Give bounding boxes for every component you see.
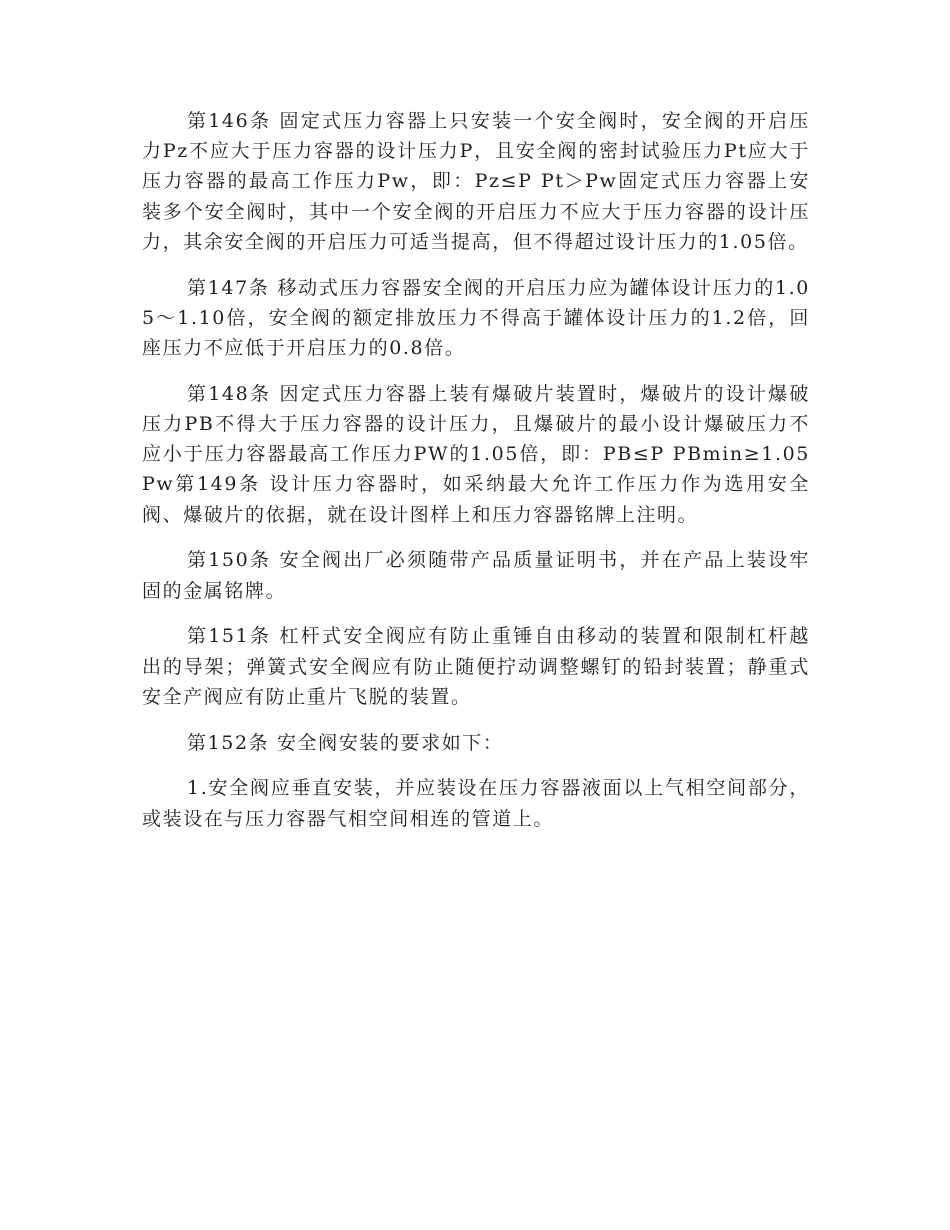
paragraph-article-152: 第152条 安全阀安装的要求如下： — [187, 731, 504, 754]
paragraph-article-148-149: 第148条 因定式压力容器上装有爆破片装置时，爆破片的设计爆破压力PB不得大于压力容器的设计压力，且爆破片的最小设计爆破压力不应小于压力容器最高工作压力PW的1.05倍，即：PB≤P PBmin≥1.05Pw第149条 设计压力容器时，如采纳最大允许工作压力作为选用安全阀、爆破片的依据，就在设计图样上和压力容器铭牌上注明。 — [142, 382, 810, 526]
paragraph-item-1: 1.安全阀应垂直安装，并应装设在压力容器液面以上气相空间部分，或装设在与压力容器气相空间相连的管道上。 — [142, 777, 810, 830]
paragraph-article-147: 第147条 移动式压力容器安全阀的开启压力应为罐体设计压力的1.05～1.10倍，安全阀的额定排放压力不得高于罐体设计压力的1.2倍，回座压力不应低于开启压力的0.8倍。 — [142, 276, 810, 360]
paragraph-article-151: 第151条 杠杆式安全阀应有防止重锤自由移动的装置和限制杠杆越出的导架；弹簧式安全阀应有防止随便拧动调整螺钉的铅封装置；静重式安全产阀应有防止重片飞脱的装置。 — [142, 625, 810, 708]
paragraph-article-150: 第150条 安全阀出厂必须随带产品质量证明书，并在产品上装设牢固的金属铭牌。 — [142, 549, 810, 602]
paragraph-article-146: 第146条 固定式压力容器上只安装一个安全阀时，安全阀的开启压力Pz不应大于压力容器的设计压力P，且安全阀的密封试验压力Pt应大于压力容器的最高工作压力Pw，即：Pz≤P Pt＞Pw固定式压力容器上安装多个安全阀时，其中一个安全阀的开启压力不应大于压力容器的设计压力，其余安全阀的开启压力可适当提高，但不得超过设计压力的1.05倍。 — [142, 110, 810, 253]
